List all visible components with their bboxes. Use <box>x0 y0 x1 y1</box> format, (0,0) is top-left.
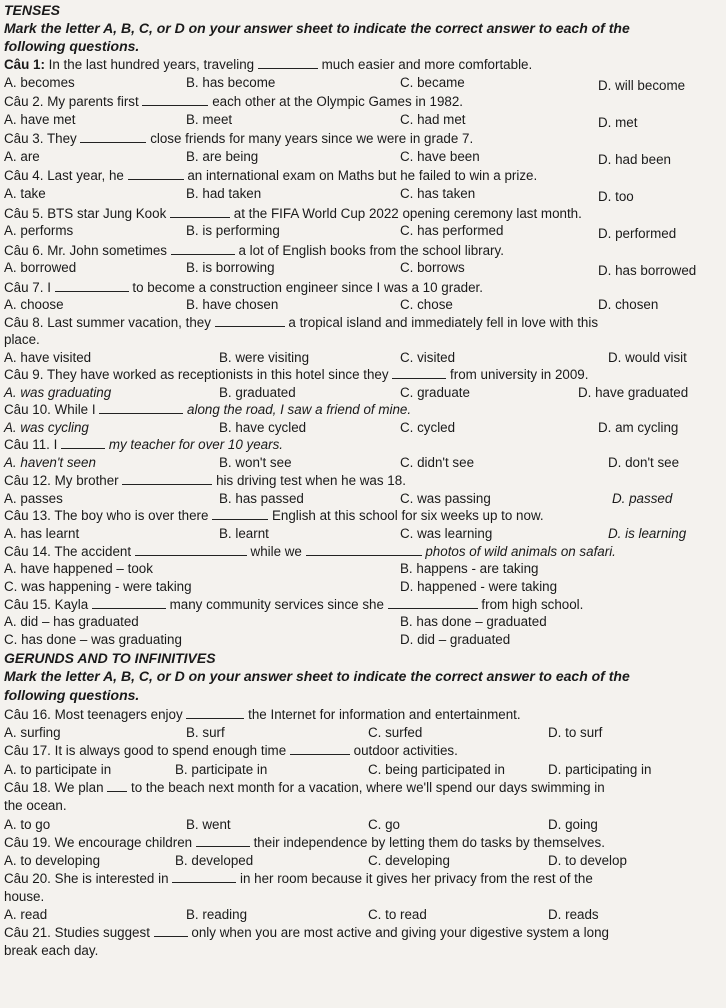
question-text: We plan <box>54 780 104 795</box>
option-b[interactable]: B. were visiting <box>219 350 310 365</box>
option-d[interactable]: D. reads <box>548 907 599 922</box>
option-b[interactable]: B. has become <box>186 75 276 90</box>
question-text: In the last hundred years, traveling <box>48 57 255 72</box>
answer-blank[interactable] <box>61 437 105 449</box>
question-label: Câu 18. <box>4 780 51 795</box>
question-text: Kayla <box>54 597 89 612</box>
answer-blank[interactable] <box>388 597 478 609</box>
answer-blank[interactable] <box>215 315 285 327</box>
question-text: Last year, he <box>47 168 124 183</box>
question-1 <box>4 56 532 73</box>
answer-blank[interactable] <box>55 280 129 292</box>
option-c[interactable]: C. have been <box>400 149 480 164</box>
option-a[interactable]: A. was cycling <box>4 420 89 435</box>
answer-blank[interactable] <box>80 131 146 143</box>
option-d[interactable]: D. too <box>598 189 634 204</box>
question-17 <box>4 742 458 759</box>
option-b[interactable]: B. have chosen <box>186 297 279 312</box>
instructions-line-2: following questions. <box>4 687 140 703</box>
answer-blank[interactable] <box>92 597 166 609</box>
question-3 <box>4 130 473 147</box>
question-text: While I <box>54 402 96 417</box>
question-label: Câu 6. <box>4 243 44 258</box>
option-a[interactable]: A. choose <box>4 297 64 312</box>
option-a[interactable]: A. did – has graduated <box>4 614 139 629</box>
option-a[interactable]: A. to participate in <box>4 762 112 777</box>
option-b[interactable]: B. are being <box>186 149 259 164</box>
question-text: only when you are most active and giving your digestive system a long <box>191 925 609 940</box>
option-a[interactable]: A. has learnt <box>4 526 80 541</box>
option-a[interactable]: A. have happened – took <box>4 561 153 576</box>
option-b[interactable]: B. meet <box>186 112 233 127</box>
question-4 <box>4 167 537 184</box>
answer-blank[interactable] <box>258 57 318 69</box>
option-d[interactable]: D. would visit <box>608 350 687 365</box>
option-c[interactable]: C. being participated in <box>368 762 505 777</box>
question-label: Câu 14. <box>4 544 51 559</box>
option-d[interactable]: D. going <box>548 817 598 832</box>
answer-blank[interactable] <box>212 508 268 520</box>
answer-blank[interactable] <box>392 367 446 379</box>
option-b[interactable]: B. developed <box>175 853 254 868</box>
question-text: in her room because it gives her privacy from the rest of the <box>240 871 593 886</box>
option-c[interactable]: C. go <box>368 817 401 832</box>
option-b[interactable]: B. have cycled <box>219 420 307 435</box>
option-a[interactable]: A. take <box>4 186 46 201</box>
question-text: to the beach next month for a vacation, where we'll spend our days swimming in <box>131 780 605 795</box>
question-label: Câu 8. <box>4 315 44 330</box>
question-12 <box>4 472 406 489</box>
option-d[interactable]: D. will become <box>598 78 686 93</box>
question-11 <box>4 436 283 453</box>
option-b[interactable]: B. learnt <box>219 526 269 541</box>
option-d[interactable]: D. chosen <box>598 297 659 312</box>
question-text: Studies suggest <box>54 925 150 940</box>
section-title-gerunds: GERUNDS AND TO INFINITIVES <box>4 650 216 666</box>
option-c[interactable]: C. visited <box>400 350 456 365</box>
question-text: The accident <box>54 544 132 559</box>
option-d[interactable]: D. participating in <box>548 762 652 777</box>
question-21 <box>4 924 609 941</box>
question-text: from high school. <box>481 597 584 612</box>
option-c[interactable]: C. borrows <box>400 260 465 275</box>
question-label: Câu 7. <box>4 280 44 295</box>
question-text: It is always good to spend enough time <box>54 743 287 758</box>
question-text: the Internet for information and entertainment. <box>248 707 521 722</box>
question-18 <box>4 779 605 796</box>
answer-blank[interactable] <box>170 206 230 218</box>
question-text: my teacher for over 10 years. <box>108 437 283 452</box>
question-21-continuation: break each day. <box>4 943 99 958</box>
question-label: Câu 21. <box>4 925 51 940</box>
question-18-continuation: the ocean. <box>4 798 67 813</box>
question-text: to become a construction engineer since I was a 10 grader. <box>132 280 483 295</box>
option-c[interactable]: C. was learning <box>400 526 493 541</box>
option-c[interactable]: C. surfed <box>368 725 423 740</box>
question-8-continuation: place. <box>4 332 40 347</box>
answer-blank[interactable] <box>290 743 350 755</box>
question-label: Câu 9. <box>4 367 44 382</box>
option-b[interactable]: B. reading <box>186 907 248 922</box>
answer-blank[interactable] <box>128 168 184 180</box>
option-c[interactable]: C. didn't see <box>400 455 475 470</box>
option-c[interactable]: C. to read <box>368 907 427 922</box>
question-text: many community services since she <box>169 597 384 612</box>
option-a[interactable]: A. haven't seen <box>4 455 96 470</box>
answer-blank[interactable] <box>172 871 236 883</box>
option-d[interactable]: D. performed <box>598 226 677 241</box>
question-text: along the road, I saw a friend of mine. <box>187 402 412 417</box>
question-9 <box>4 366 588 383</box>
answer-blank[interactable] <box>99 402 183 414</box>
question-text: They have worked as receptionists in this hotel since they <box>46 367 389 382</box>
option-d[interactable]: D. met <box>598 115 638 130</box>
option-a[interactable]: A. surfing <box>4 725 61 740</box>
option-a[interactable]: A. passes <box>4 491 63 506</box>
question-text: I <box>47 280 51 295</box>
option-b[interactable]: B. won't see <box>219 455 292 470</box>
question-label: Câu 17. <box>4 743 51 758</box>
instructions-line-1: Mark the letter A, B, C, or D on your answer sheet to indicate the correct answer to each of the <box>4 20 630 36</box>
question-2 <box>4 93 463 110</box>
question-label: Câu 19. <box>4 835 51 850</box>
question-label: Câu 11. <box>4 437 50 452</box>
question-text: each other at the Olympic Games in 1982. <box>212 94 464 109</box>
question-text: Most teenagers enjoy <box>54 707 183 722</box>
question-label: Câu 3. <box>4 131 44 146</box>
option-d[interactable]: D. did – graduated <box>400 632 511 647</box>
question-text: his driving test when he was 18. <box>216 473 406 488</box>
option-b[interactable]: B. graduated <box>219 385 296 400</box>
option-a[interactable]: A. borrowed <box>4 260 77 275</box>
question-text: an international exam on Maths but he failed to win a prize. <box>187 168 538 183</box>
question-text: Mr. John sometimes <box>47 243 167 258</box>
answer-blank[interactable] <box>306 544 422 556</box>
question-20 <box>4 870 593 887</box>
option-c[interactable]: C. chose <box>400 297 453 312</box>
question-14 <box>4 543 616 560</box>
option-d[interactable]: D. have graduated <box>578 385 689 400</box>
option-a[interactable]: A. have visited <box>4 350 92 365</box>
answer-blank[interactable] <box>154 925 188 937</box>
instructions-line-2: following questions. <box>4 38 140 54</box>
question-text: a lot of English books from the school library. <box>238 243 504 258</box>
option-d[interactable]: D. has borrowed <box>598 263 697 278</box>
option-a[interactable]: A. becomes <box>4 75 75 90</box>
question-20-continuation: house. <box>4 889 45 904</box>
answer-blank[interactable] <box>196 835 250 847</box>
option-d[interactable]: D. is learning <box>608 526 687 541</box>
question-text: a tropical island and immediately fell in love with this <box>288 315 599 330</box>
question-text: at the FIFA World Cup 2022 opening ceremony last month. <box>233 206 582 221</box>
option-c[interactable]: C. had met <box>400 112 466 127</box>
option-a[interactable]: A. have met <box>4 112 76 127</box>
answer-blank[interactable] <box>135 544 247 556</box>
option-b[interactable]: B. happens - are taking <box>400 561 539 576</box>
option-d[interactable]: D. don't see <box>608 455 680 470</box>
option-c[interactable]: C. has taken <box>400 186 476 201</box>
question-text: I <box>53 437 58 452</box>
instructions-line-1: Mark the letter A, B, C, or D on your answer sheet to indicate the correct answer to each of the <box>4 668 630 684</box>
option-c[interactable]: C. became <box>400 75 465 90</box>
option-d[interactable]: D. am cycling <box>598 420 679 435</box>
question-text: They <box>46 131 77 146</box>
question-10 <box>4 401 411 418</box>
option-d[interactable]: D. happened - were taking <box>400 579 558 594</box>
option-a[interactable]: A. read <box>4 907 48 922</box>
answer-blank[interactable] <box>186 707 244 719</box>
section-title-tenses: TENSES <box>4 2 61 18</box>
option-b[interactable]: B. went <box>186 817 231 832</box>
option-d[interactable]: D. to develop <box>548 853 627 868</box>
question-text: BTS star Jung Kook <box>47 206 167 221</box>
question-text: My parents first <box>47 94 139 109</box>
option-b[interactable]: B. participate in <box>175 762 268 777</box>
question-text: We encourage children <box>54 835 193 850</box>
option-c[interactable]: C. has performed <box>400 223 504 238</box>
question-label: Câu 15. <box>4 597 51 612</box>
question-text: My brother <box>54 473 119 488</box>
question-text: English at this school for six weeks up to now. <box>271 508 544 523</box>
answer-blank[interactable] <box>122 473 212 485</box>
option-a[interactable]: A. are <box>4 149 40 164</box>
question-label: Câu 1: <box>4 57 45 72</box>
answer-blank[interactable] <box>171 243 235 255</box>
option-c[interactable]: C. was passing <box>400 491 491 506</box>
answer-blank[interactable] <box>107 780 127 792</box>
question-text: Last summer vacation, they <box>47 315 211 330</box>
question-15 <box>4 596 583 613</box>
question-label: Câu 13. <box>4 508 51 523</box>
question-label: Câu 12. <box>4 473 51 488</box>
question-text: The boy who is over there <box>54 508 209 523</box>
option-b[interactable]: B. is performing <box>186 223 280 238</box>
question-5 <box>4 205 582 222</box>
option-a[interactable]: A. to developing <box>4 853 101 868</box>
question-6 <box>4 242 504 259</box>
answer-blank[interactable] <box>142 94 208 106</box>
option-d[interactable]: D. passed <box>612 491 673 506</box>
option-a[interactable]: A. to go <box>4 817 51 832</box>
question-label: Câu 20. <box>4 871 51 886</box>
question-label: Câu 5. <box>4 206 44 221</box>
question-label: Câu 2. <box>4 94 44 109</box>
option-d[interactable]: D. had been <box>598 152 671 167</box>
question-label: Câu 10. <box>4 402 51 417</box>
option-c[interactable]: C. graduate <box>400 385 470 400</box>
question-text: She is interested in <box>54 871 169 886</box>
question-text: their independence by letting them do tasks by themselves. <box>253 835 605 850</box>
question-label: Câu 16. <box>4 707 51 722</box>
option-a[interactable]: A. was graduating <box>4 385 112 400</box>
question-text: from university in 2009. <box>450 367 589 382</box>
question-text: while we <box>250 544 302 559</box>
option-b[interactable]: B. surf <box>186 725 225 740</box>
option-c[interactable]: C. developing <box>368 853 450 868</box>
option-b[interactable]: B. had taken <box>186 186 262 201</box>
question-8 <box>4 314 598 331</box>
question-text: close friends for many years since we were in grade 7. <box>150 131 474 146</box>
question-text: photos of wild animals on safari. <box>425 544 616 559</box>
question-19 <box>4 834 605 851</box>
option-c[interactable]: C. was happening - were taking <box>4 579 192 594</box>
option-a[interactable]: A. performs <box>4 223 74 238</box>
option-c[interactable]: C. has done – was graduating <box>4 632 182 647</box>
option-c[interactable]: C. cycled <box>400 420 456 435</box>
question-16 <box>4 706 521 723</box>
option-d[interactable]: D. to surf <box>548 725 603 740</box>
question-text: much easier and more comfortable. <box>321 57 533 72</box>
question-7 <box>4 279 483 296</box>
option-b[interactable]: B. is borrowing <box>186 260 275 275</box>
option-b[interactable]: B. has done – graduated <box>400 614 547 629</box>
question-text: outdoor activities. <box>353 743 458 758</box>
question-label: Câu 4. <box>4 168 44 183</box>
question-13 <box>4 507 544 524</box>
option-b[interactable]: B. has passed <box>219 491 304 506</box>
